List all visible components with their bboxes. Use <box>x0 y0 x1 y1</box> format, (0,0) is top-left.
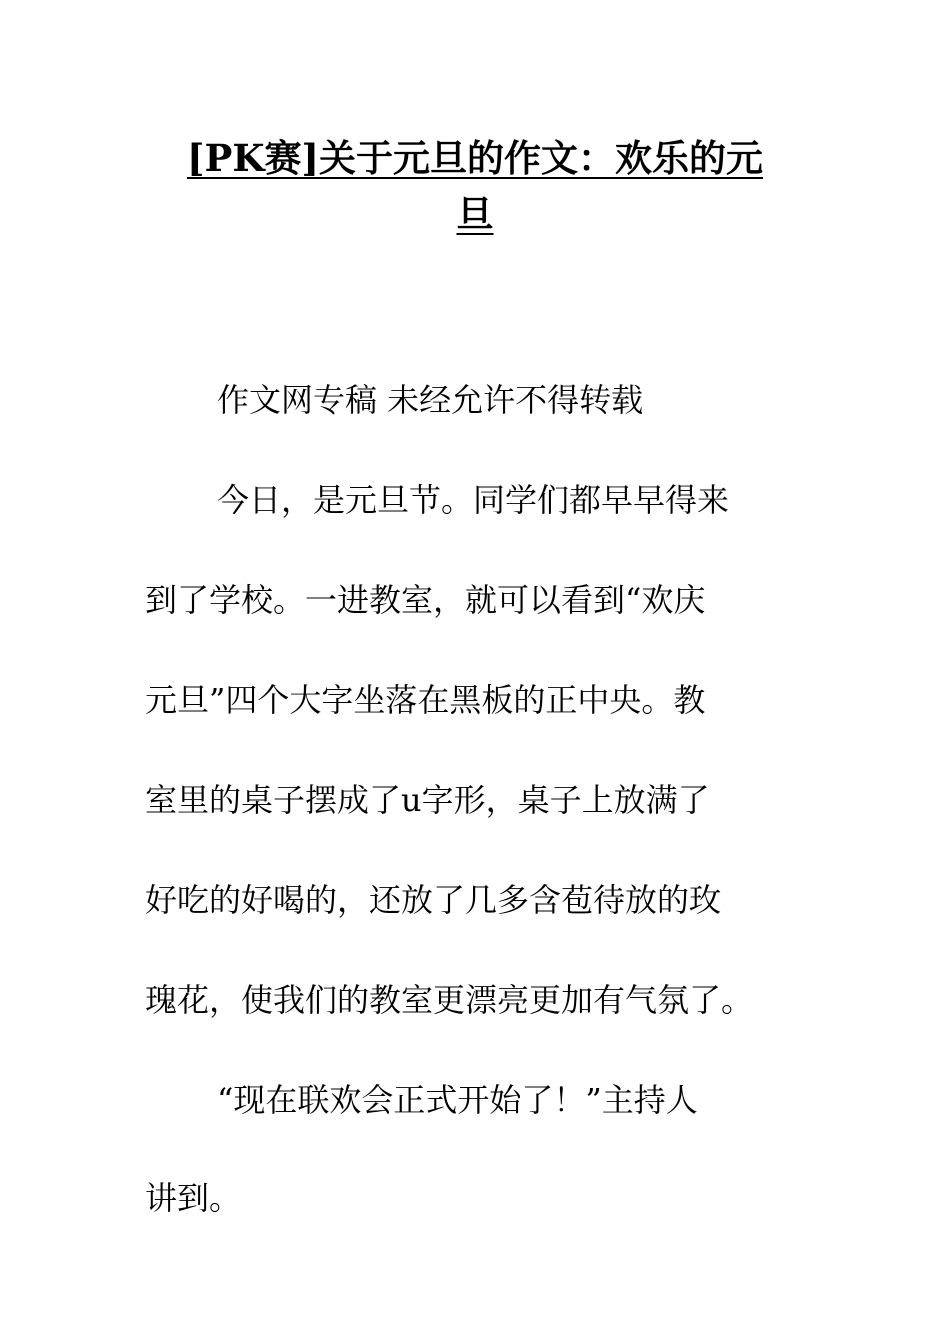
paragraph-line: 元旦”四个大字坐落在黑板的正中央。教 <box>145 681 706 719</box>
byline: 作文网专稿 未经允许不得转载 <box>217 381 644 419</box>
paragraph-line: 好吃的好喝的，还放了几多含苞待放的玫 <box>145 881 722 919</box>
title-text-2: 旦 <box>456 192 494 236</box>
paragraph-line: 瑰花，使我们的教室更漂亮更加有气氛了。 <box>145 981 754 1019</box>
paragraph-line: 讲到。 <box>145 1179 242 1217</box>
document-title-line-1 <box>145 128 805 182</box>
paragraph-line: 室里的桌子摆成了u字形，桌子上放满了 <box>145 781 710 819</box>
paragraph-line: 到了学校。一进教室，就可以看到“欢庆 <box>145 581 706 619</box>
title-text-1: [PK赛]关于元旦的作文：欢乐的元 <box>187 136 763 180</box>
paragraph-line: 今日，是元旦节。同学们都早早得来 <box>217 481 730 519</box>
document-title-line-2 <box>145 184 805 238</box>
paragraph-line: “现在联欢会正式开始了！”主持人 <box>217 1081 698 1119</box>
